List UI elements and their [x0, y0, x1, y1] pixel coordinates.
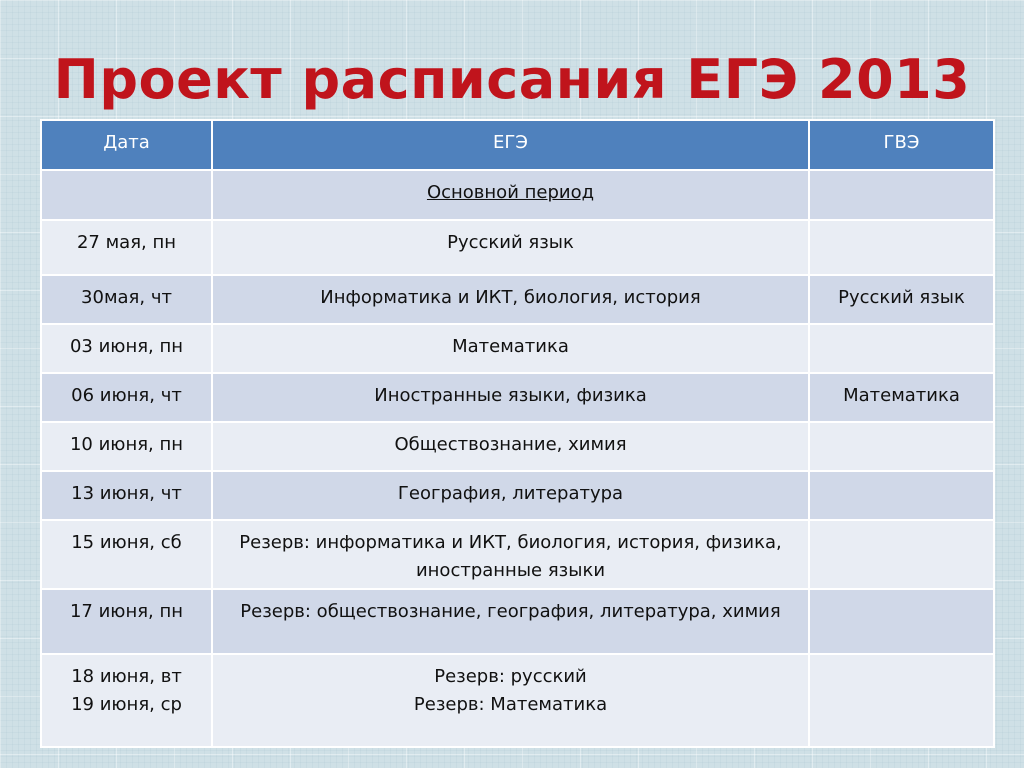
- date-cell: 06 июня, чт: [41, 373, 212, 422]
- table-row: [41, 422, 994, 471]
- gve-cell: [809, 422, 994, 471]
- table-row: [41, 275, 994, 324]
- table-row: [41, 324, 994, 373]
- date-cell: 30мая, чт: [41, 275, 212, 324]
- ege-cell: Иностранные языки, физика: [212, 373, 809, 422]
- ege-cell: Обществознание, химия: [212, 422, 809, 471]
- table-row: [41, 373, 994, 422]
- ege-cell: Русский язык: [212, 220, 809, 275]
- date-cell: 15 июня, сб: [41, 520, 212, 589]
- date-cell: [41, 654, 212, 747]
- ege-cell: Математика: [212, 324, 809, 373]
- date-cell: 03 июня, пн: [41, 324, 212, 373]
- gve-cell: [809, 220, 994, 275]
- table-row: [41, 471, 994, 520]
- ege-cell: [212, 654, 809, 747]
- date-cell: 17 июня, пн: [41, 589, 212, 654]
- gve-cell: [809, 471, 994, 520]
- header-row: [41, 120, 994, 170]
- ege-cell: Резерв: обществознание, география, литература, химия: [212, 589, 809, 654]
- header-ege: ЕГЭ: [212, 120, 809, 170]
- ege-line: Резерв: русский: [434, 666, 587, 687]
- date-cell: 10 июня, пн: [41, 422, 212, 471]
- period-label: Основной период: [212, 170, 809, 220]
- period-row: [41, 170, 994, 220]
- date-cell: 27 мая, пн: [41, 220, 212, 275]
- header-date: Дата: [41, 120, 212, 170]
- gve-cell: Математика: [809, 373, 994, 422]
- table-row: [41, 220, 994, 275]
- gve-cell: [809, 654, 994, 747]
- gve-cell: [809, 324, 994, 373]
- slide-title: Проект расписания ЕГЭ 2013: [53, 48, 971, 111]
- gve-cell: [809, 589, 994, 654]
- ege-cell: География, литература: [212, 471, 809, 520]
- exam-schedule-table: [40, 119, 995, 748]
- ege-line: Резерв: Математика: [413, 694, 608, 715]
- gve-cell: Русский язык: [809, 275, 994, 324]
- period-date-cell: [41, 170, 212, 220]
- date-cell: 13 июня, чт: [41, 471, 212, 520]
- gve-cell: [809, 520, 994, 589]
- date-line: 19 июня, ср: [71, 694, 182, 715]
- table-row: [41, 589, 994, 654]
- header-gve: ГВЭ: [809, 120, 994, 170]
- date-line: 18 июня, вт: [71, 666, 182, 687]
- table-row: [41, 654, 994, 747]
- period-gve-cell: [809, 170, 994, 220]
- ege-cell: Информатика и ИКТ, биология, история: [212, 275, 809, 324]
- ege-cell: Резерв: информатика и ИКТ, биология, история, физика, иностранные языки: [212, 520, 809, 589]
- table-row: [41, 520, 994, 589]
